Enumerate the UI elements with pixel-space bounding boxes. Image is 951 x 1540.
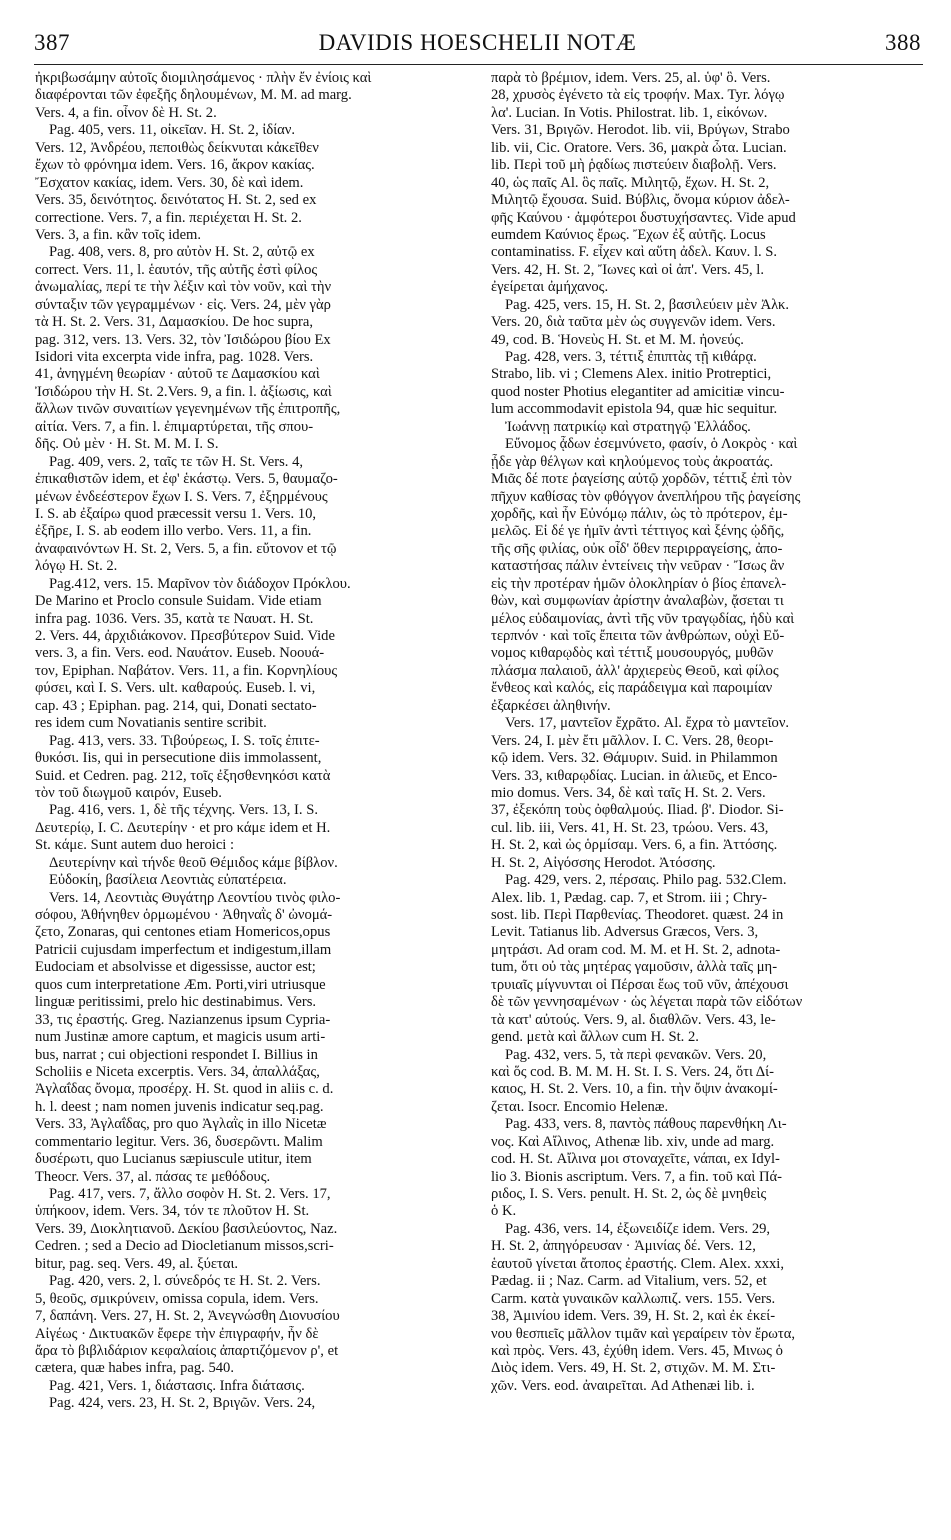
text-line: νος. Καὶ Αἴλινος, Athenæ lib. xiv, unde ad marg.	[491, 1133, 775, 1150]
text-line: Vers. 14, Λεοντιὰς Θυγάτηρ Λεοντίου τινὸς φιλο-	[49, 889, 341, 906]
text-line: σόφου, Ἀθήνηθεν ὁρμωμένου · Ἀθηναῒς δ' ὠνομά-	[35, 907, 333, 923]
text-line: Δευτερίῳ, I. C. Δευτερίην · et pro κάμε idem et H.	[35, 819, 331, 836]
text-line: Vers. 35, δεινότητος. δεινότατος H. St. 2, sed ex	[35, 192, 317, 209]
text-line: bitur, pag. seq. Vers. 49, al. ξύεται.	[35, 1255, 239, 1272]
text-line: ριδος, I. S. Vers. penult. H. St. 2, ὡς δὲ μνηθεὶς	[491, 1186, 767, 1202]
text-line: τον, Epiphan. Ναβάτον. Vers. 11, a fin. Κορνηλίους	[35, 662, 338, 679]
text-line: Theocr. Vers. 37, al. πάσας τε μεθόδους.	[35, 1168, 271, 1185]
text-line: Pag. 433, vers. 8, παντὸς πάθους παρενθήκη Λι-	[505, 1116, 787, 1133]
running-title: DAVIDIS HOESCHELII NOTÆ	[318, 30, 637, 55]
text-line: Alex. lib. 1, Pædag. cap. 7, et Strom. iii ; Chry-	[491, 889, 768, 906]
text-line: Pag. 409, vers. 2, ταῖς τε τῶν H. St. Vers. 4,	[49, 453, 304, 470]
text-line: Eudociam et absolvisse et digessisse, auctor est;	[35, 959, 316, 976]
text-line: linguæ peritissimi, prelo hic destinabimus. Vers.	[35, 994, 317, 1011]
text-line: θυκόσι. Iis, qui in persecutione diis immolassent,	[35, 750, 322, 767]
text-line: τρυιαῖς μίγνυνται οἱ Πέρσαι ἕως τοῦ νῦν, ἀπέχουσι	[491, 976, 789, 993]
text-line: χῶν. Vers. eod. ἀναιρεῖται. Ad Athenæi lib. i.	[491, 1377, 755, 1394]
text-line: Pag. 436, vers. 14, ἐξωνειδίζε idem. Vers. 29,	[505, 1220, 771, 1237]
text-line: καὶ πρὸς. Vers. 43, ἐχύθη idem. Vers. 45, Μινως ὁ	[491, 1342, 783, 1359]
text-line: lum accommodavit epistola 94, quæ hic sequitur.	[491, 401, 778, 418]
text-line: Ἀγλαΐδας ὄνομα, προσέρχ. H. St. quod in aliis c. d.	[35, 1081, 334, 1098]
running-header	[34, 30, 921, 60]
text-line: ἀναφαινόντων H. St. 2, Vers. 5, a fin. εὔτονον et τῷ	[35, 540, 337, 557]
text-line: 2. Vers. 44, ἀρχιδιάκονον. Πρεσβύτερον Suid. Vide	[35, 628, 335, 644]
text-line: Vers. 24, I. μὲν ἔτι μᾶλλον. I. C. Vers. 28, θεορι-	[491, 732, 774, 749]
text-line: Vers. 33, κιθαρῳδίας. Lucian. in ἁλιεῦς, et Enco-	[491, 767, 778, 784]
text-line: num Justinæ amore captum, et magicis usum arti-	[35, 1029, 326, 1046]
text-line: Pag. 408, vers. 8, pro αὐτὸν H. St. 2, αὐτῷ ex	[49, 244, 315, 261]
text-line: διαφέρονται τῶν ἐφεξῆς δηλουμένων, M. M. ad marg.	[35, 87, 352, 104]
text-line: Patricii cujusdam imperfectum et indigestum,illam	[35, 941, 332, 958]
text-line: Carm. κατὰ γυναικῶν καλλωπιζ. vers. 155. Vers.	[491, 1290, 776, 1307]
text-line: Pædag. ii ; Naz. Carm. ad Vitalium, vers. 52, et	[491, 1273, 767, 1290]
text-line: h. l. deest ; nam nomen juvenis indicatur seq.pag.	[35, 1098, 324, 1115]
text-line: τερπνόν · καὶ τοῖς ἔπειτα τῶν ἀνθρώπων, οὐχὶ Εὔ-	[491, 628, 785, 644]
text-line: Pag. 413, vers. 33. Τιβούρεως, I. S. τοῖς ἐπιτε-	[49, 732, 320, 749]
text-line: φῆς Καύνου · ἀμφότεροι δυστυχήσαντες. Vide apud	[491, 209, 796, 226]
text-line: Μιᾶς δέ ποτε ῥαγείσης αὐτῷ χορδῶν, τέττιξ ἐπὶ τὸν	[491, 471, 792, 488]
text-line: Pag. 429, vers. 2, πέρσαις. Philo pag. 532.Clem.	[505, 872, 787, 889]
text-line: Pag. 421, Vers. 1, διάστασις. Infra διάτασις.	[49, 1377, 305, 1394]
text-line: Cedren. ; sed a Decio ad Diocletianum missos,scri-	[35, 1238, 334, 1255]
text-line: λα'. Lucian. In Votis. Philostrat. lib. 1, εἰκόνων.	[491, 104, 768, 121]
text-line: eumdem Καύνιος ἔρως. Ἔχων ἐξ αὐτῆς. Locus	[491, 226, 766, 243]
text-line: vers. 3, a fin. Vers. eod. Ναυάτον. Euseb. Νοουά-	[35, 645, 325, 662]
text-line: 33, τις ἐραστής. Greg. Nazianzenus ipsum Cypria-	[35, 1011, 331, 1028]
text-line: τὸν τοῦ διωγμοῦ καιρόν, Euseb.	[35, 784, 222, 801]
text-line: Αἰγέως · Δικτυακῶν ἔφερε τὴν ἐπιγραφήν, ἦν δὲ	[35, 1325, 319, 1342]
text-line: Pag. 428, vers. 3, τέττιξ ἐπιπτὰς τῇ κιθάρᾳ.	[505, 349, 757, 365]
text-line: gend. μετὰ καὶ ἄλλων cum H. St. 2.	[491, 1029, 699, 1046]
text-line: mio domus. Vers. 34, δὲ καὶ ταῖς H. St. 2. Vers.	[491, 784, 766, 801]
text-line: Pag.412, vers. 15. Μαρῖνον τὸν διάδοχον Πρόκλου.	[49, 575, 351, 592]
right-column	[491, 70, 921, 1395]
text-line: ἑαυτοῦ γίνεται ἄτοπος ἐραστής. Clem. Alex. xxxi,	[491, 1255, 784, 1272]
text-line: Scholiis e Niceta excerptis. Vers. 34, ἀπαλλάξας,	[35, 1063, 320, 1080]
text-line: δῆς. Οὐ μὲν · H. St. M. M. I. S.	[35, 436, 219, 453]
text-line: ζετο, Zonaras, qui centones etiam Homericos,opus	[35, 924, 331, 941]
text-line: ἔνθεος καὶ καλός, εἰς παράδειγμα καὶ παροιμίαν	[491, 680, 773, 697]
text-line: χορδῆς, καὶ ἦν Εὐνόμῳ πάλιν, ὡς τὸ πρότερον, ἐμ-	[491, 505, 788, 522]
text-line: ἐπικαθιστῶν idem, et ἐφ' ἑκάστῳ. Vers. 5, θαυμαζο-	[35, 471, 338, 488]
text-line: νομος κιθαρῳδὸς καὶ τέττιξ μουσουργός, μυθῶν	[491, 645, 774, 662]
text-line: 41, ἀνηγμένη θεωρίαν · αὐτοῦ τε Δαμασκίου καὶ	[35, 366, 320, 383]
text-line: correct. Vers. 11, l. ἑαυτόν, τῆς αὐτῆς ἐστὶ φίλος	[35, 261, 318, 278]
text-line: Διὸς idem. Vers. 49, H. St. 2, στιχῶν. M. M. Στι-	[491, 1360, 776, 1377]
text-line: Pag. 416, vers. 1, δὲ τῆς τέχνης. Vers. 13, I. S.	[49, 802, 318, 819]
text-line: ᾖδε γὰρ θέλγων καὶ κηλούμενος τοὺς ἀκροατάς.	[491, 453, 774, 470]
text-line: Suid. et Cedren. pag. 212, τοῖς ἐξησθενηκόσι κατὰ	[35, 767, 331, 784]
text-line: pag. 312, vers. 13. Vers. 32, τὸν Ἰσιδώρου βίου Ex	[35, 331, 331, 348]
text-line: σύνταξιν τῶν γεγραμμένων · εἰς. Vers. 24, μὲν γὰρ	[35, 296, 331, 313]
page-number-right: 388	[885, 30, 921, 55]
text-line: I. S. ab ἐξαίρω quod præcessit versu 1. Vers. 10,	[35, 505, 317, 522]
text-line: καιος, H. St. 2. Vers. 10, a fin. τὴν ὄψιν ἀνακομί-	[491, 1081, 778, 1098]
text-line: τὰ κατ' αὐτούς. Vers. 9, al. διαθλῶν. Vers. 43, le-	[491, 1011, 776, 1028]
text-line: Pag. 420, vers. 2, l. σύνεδρός τε H. St. 2. Vers.	[49, 1273, 321, 1290]
text-line: Vers. 3, a fin. κἂν τοῖς idem.	[35, 226, 202, 243]
text-line: Εὔνομος ᾆδων ἐσεμνύνετο, φασίν, ὁ Λοκρὸς · καὶ	[505, 436, 798, 453]
text-line: ἔχων τὸ φρόνημα idem. Vers. 16, ἄκρον κακίας.	[35, 157, 315, 174]
text-line: H. St. 2, καὶ ὡς ὁρμίσαμ. Vers. 6, a fin. Ἀττόσης.	[491, 837, 778, 854]
text-line: Vers. 12, Ἀνδρέου, πεποιθὼς δείκνυται κἀκεῖθεν	[35, 139, 319, 156]
text-line: μέλος εὐδαιμονίας, ἀντὶ τῆς νῦν τραγῳδίας, ἡδὺ καὶ	[491, 610, 795, 627]
text-line: θὼν, καὶ συμφωνίαν ἀρίστην ἀναλαβὼν, ᾄσεται τι	[491, 593, 784, 610]
text-line: tum, ὅτι οὐ τὰς μητέρας γαμοῦσιν, ἀλλὰ ταῖς μη-	[491, 959, 778, 976]
text-line: quos cum interpretatione Æm. Porti,viri utriusque	[35, 976, 326, 993]
text-line: μητράσι. Ad oram cod. M. M. et H. St. 2, adnota-	[491, 941, 781, 958]
text-line: καταστήσας πάλιν ἐντείνεις τὴν νεῦραν · Ἴσως ἂν	[491, 558, 785, 575]
text-line: κῷ idem. Vers. 32. Θάμυριν. Suid. in Philammon	[491, 750, 778, 767]
text-line: H. St. 2, ἀπηγόρευσαν · Ἀμινίας δέ. Vers. 12,	[491, 1238, 756, 1255]
text-line: ἐγείρεται ἀμήχανος.	[491, 279, 609, 296]
text-line: ὁ K.	[491, 1203, 517, 1220]
text-line: Levit. Tatianus lib. Adversus Græcos, Vers. 3,	[491, 924, 759, 941]
text-line: Pag. 405, vers. 11, οἰκεῖαν. H. St. 2, ἰδίαν.	[49, 122, 296, 139]
text-line: Vers. 42, H. St. 2, Ἴωνες καὶ οἱ ἀπ'. Vers. 45, l.	[491, 261, 765, 278]
text-line: lib. Περὶ τοῦ μὴ ῥᾳδίως πιστεύειν διαβολῇ. Vers.	[491, 157, 777, 174]
text-line: cod. H. St. Αἴλινα μοι στοναχεῖτε, νάπαι, ex Idyl-	[491, 1151, 780, 1168]
text-line: ἐξαρκέσει ἀληθινήν.	[491, 697, 611, 714]
text-line: Vers. 33, Ἀγλαΐδας, pro quo Ἀγλαῒς in illo Nicetæ	[35, 1116, 327, 1133]
text-line: contaminatiss. F. εἶχεν καὶ αὕτη ἀδελ. Καυν. l. S.	[491, 244, 778, 261]
text-line: ἐξῆρε, I. S. ab eodem illo verbo. Vers. 11, a fin.	[35, 523, 312, 540]
text-line: τῆς σῆς φιλίας, οὐκ οἶδ' ὅθεν περιρραγείσης, ἀπο-	[491, 540, 783, 557]
text-line: λόγῳ H. St. 2.	[35, 558, 118, 575]
text-line: νου θεσπιεῖς μᾶλλον τιμᾶν καὶ γεραίρειν τὸν ἔρωτα,	[491, 1325, 796, 1342]
text-line: Vers. 4, a fin. οἶνον δὲ H. St. 2.	[35, 104, 217, 121]
text-line: ὑπήκοον, idem. Vers. 34, τόν τε πλοῦτον H. St.	[35, 1203, 310, 1220]
text-line: Ἰσιδώρου τὴν H. St. 2.Vers. 9, a fin. l. ἀξίωσις, καὶ	[35, 383, 332, 400]
text-line: Pag. 425, vers. 15, H. St. 2, βασιλεύειν μὲν Ἀλκ.	[505, 296, 790, 313]
text-line: Pag. 417, vers. 7, ἄλλο σοφὸν H. St. 2. Vers. 17,	[49, 1186, 331, 1202]
text-line: ἠκριβωσάμην αὐτοῖς διομιλησάμενος · πλὴν ἔν ἐνίοις καὶ	[35, 70, 372, 86]
text-line: φύσει, καὶ I. S. Vers. ult. καθαρούς. Euseb. l. vi,	[35, 680, 316, 697]
text-line: παρὰ τὸ βρέμιον, idem. Vers. 25, al. ὑφ' ὃ. Vers.	[491, 70, 771, 86]
text-line: ἄρα τὸ βιβλιδάριον κεφαλαίοις ἀπαρτιζόμενον ρ', et	[35, 1342, 339, 1359]
text-line: St. κάμε. Sunt autem duo heroici :	[35, 837, 235, 854]
left-column	[35, 70, 475, 1413]
text-line: Vers. 39, Διοκλητιανοῦ. Δεκίου βασιλεύοντος, Naz.	[35, 1220, 338, 1237]
text-line: Μιλητῷ ἔχουσα. Suid. Βύβλις, ὄνομα κύριον ἀδελ-	[491, 192, 790, 209]
text-line: Pag. 432, vers. 5, τὰ περὶ φενακῶν. Vers. 20,	[505, 1046, 767, 1063]
text-line: μελῶς. Εἰ δέ γε ἡμῖν ἀντὶ τέττιγος καὶ ξένης ᾠδῆς,	[491, 523, 785, 540]
text-line: quod noster Photius elegantiter ad amicitiæ vincu-	[491, 383, 785, 400]
text-line: cap. 43 ; Epiphan. pag. 214, qui, Donati sectato-	[35, 697, 317, 714]
text-line: πλάσμα παλαιοῦ, ἀλλ' ἀρχιερεὺς Θεοῦ, καὶ φίλος	[491, 662, 779, 679]
text-line: ζεται. Isocr. Encomio Helenæ.	[491, 1098, 669, 1115]
text-line: 37, ἐξεκόπη τοὺς ὀφθαλμούς. Iliad. β'. Diodor. Si-	[491, 802, 784, 819]
text-line: H. St. 2, Αἰγόσσης Herodot. Ἀτόσσης.	[491, 854, 716, 871]
text-line: Vers. 20, διὰ ταῦτα μὲν ὡς συγγενῶν idem. Vers.	[491, 314, 776, 331]
text-line: ἀνωμαλίας, περί τε τὴν λέξιν καὶ τὸν νοῦν, καὶ τὴν	[35, 279, 332, 296]
text-line: commentario legitur. Vers. 36, δυσερῶντι. Malim	[35, 1133, 323, 1150]
text-line: correctione. Vers. 7, a fin. περιέχεται H. St. 2.	[35, 209, 302, 226]
text-line: 5, θεοῦς, σμικρύνειν, omissa copula, idem. Vers.	[35, 1290, 319, 1307]
text-line: Isidori vita excerpta vide infra, pag. 1028. Vers.	[35, 349, 314, 365]
text-line: 7, δαπάνη. Vers. 27, H. St. 2, Ἀνεγνώσθη Διονυσίου	[35, 1308, 340, 1325]
text-line: 28, χρυσὸς ἐγένετο τὰ εἰς τροφήν. Max. Tyr. λόγῳ	[491, 87, 785, 104]
text-line: εἰς τὴν προτέραν ἡμῶν ὁλοκληρίαν ὁ βίος ἐπανελ-	[491, 575, 787, 592]
text-line: De Marino et Proclo consule Suidam. Vide etiam	[35, 593, 322, 610]
text-line: μένων ἐνδεέστερον ἔχων I. S. Vers. 7, ἐξηρμένους	[35, 488, 328, 505]
text-line: lio 3. Bionis ascriptum. Vers. 7, a fin. τοῦ καὶ Πά-	[491, 1168, 782, 1185]
text-line: Pag. 424, vers. 23, H. St. 2, Βριγῶν. Vers. 24,	[49, 1395, 316, 1412]
text-line: Εὐδοκίη, βασίλεια Λεοντιὰς εὐπατέρεια.	[49, 872, 287, 889]
text-line: ἄλλων τινῶν συναιτίων γεγενημένων τῆς ἐπιτροπῆς,	[35, 401, 341, 418]
text-line: cætera, quæ habes infra, pag. 540.	[35, 1360, 234, 1377]
text-line: δυσέρωτι, quo Lucianus sæpiuscule utitur, item	[35, 1151, 312, 1168]
text-line: bus, narrat ; cui objectioni respondet I. Billius in	[35, 1046, 318, 1063]
text-line: Strabo, lib. vi ; Clemens Alex. initio Protreptici,	[491, 366, 772, 383]
text-line: sost. lib. Περὶ Παρθενίας. Theodoret. quæst. 24 in	[491, 907, 784, 923]
text-line: 49, cod. B. Ἡονεὺς H. St. et M. M. ἠονεύς.	[491, 331, 744, 348]
page-number-left: 387	[34, 30, 70, 55]
text-line: πῆχυν καθίσας τὸν φθόγγον ἀνεπλήρου τῆς ῥαγείσης	[491, 488, 801, 505]
text-line: res idem cum Novatianis sentire scribit.	[35, 715, 267, 732]
text-line: δὲ τῶν γεννησαμένων · ὡς λέγεται παρὰ τῶν εἰδότων	[491, 994, 803, 1011]
text-line: τὰ H. St. 2. Vers. 31, Δαμασκίου. De hoc supra,	[35, 314, 314, 331]
text-line: Δευτερίνην καὶ τήνδε θεοῦ Θέμιδος κάμε βίβλον.	[49, 854, 338, 871]
text-line: lib. vii, Cic. Oratore. Vers. 36, μακρὰ ὦτα. Lucian.	[491, 139, 787, 156]
header-rule	[34, 64, 923, 65]
text-line: 40, ὡς παῖς Al. ὃς παῖς. Μιλητῷ, ἔχων. H. St. 2,	[491, 174, 770, 191]
text-line: cul. lib. iii, Vers. 41, H. St. 23, τρώου. Vers. 43,	[491, 819, 769, 836]
text-line: καὶ ὅς cod. B. M. M. H. St. I. S. Vers. 24, ὅτι Δί-	[491, 1063, 774, 1080]
text-line: αἰτία. Vers. 7, a fin. l. ἐπιμαρτύρεται, τῆς σπου-	[35, 418, 314, 435]
text-line: infra pag. 1036. Vers. 35, κατὰ τε Ναυατ. H. St.	[35, 610, 314, 627]
text-line: Ἔσχατον κακίας, idem. Vers. 30, δὲ καὶ idem.	[35, 174, 304, 191]
text-line: Vers. 31, Βριγῶν. Herodot. lib. vii, Βρύγων, Strabo	[491, 122, 790, 139]
text-line: Vers. 17, μαντεῖον ἔχρᾶτο. Al. ἔχρα τὸ μαντεῖον.	[505, 715, 790, 732]
text-line: Ἰωάννῃ πατρικίῳ καὶ στρατηγῷ Ἑλλάδος.	[505, 418, 751, 435]
text-line: 38, Ἀμινίου idem. Vers. 39, H. St. 2, καὶ ἐκ ἐκεί-	[491, 1308, 776, 1325]
